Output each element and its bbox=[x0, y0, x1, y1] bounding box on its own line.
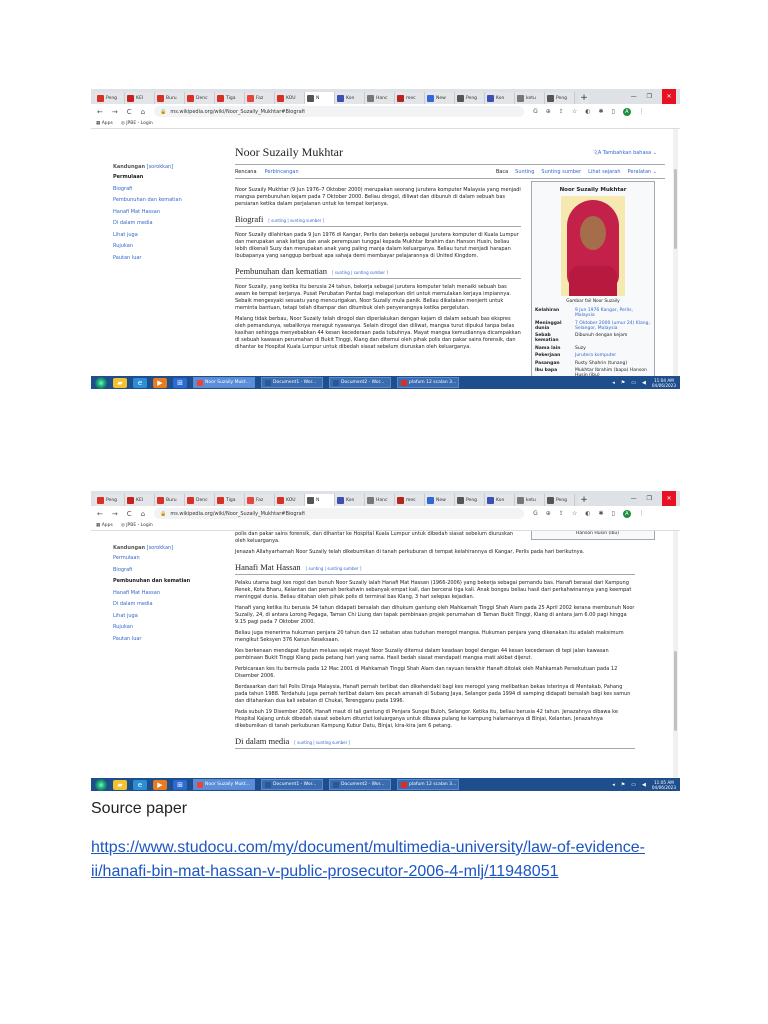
browser-tab[interactable] bbox=[185, 92, 215, 104]
app-icon bbox=[265, 782, 271, 788]
blue-circle-icon bbox=[337, 95, 344, 102]
source-heading: Source paper bbox=[91, 800, 188, 817]
minimize-icon[interactable]: — bbox=[630, 93, 637, 100]
toc-item-biografi[interactable]: Biografi bbox=[113, 185, 133, 192]
url-text: ms.wikipedia.org/wiki/Noor_Suzaily_Mukhtar#Biografi bbox=[170, 108, 305, 115]
google-lens-icon[interactable]: G bbox=[533, 510, 538, 517]
browser-tab-label: ketu bbox=[526, 95, 536, 101]
wikipedia-icon bbox=[307, 95, 314, 102]
bookmark-star-icon[interactable]: ☆ bbox=[571, 108, 578, 115]
taskbar-window[interactable] bbox=[261, 779, 323, 790]
browser-tab-label: Peng bbox=[466, 497, 478, 503]
taskbar-window-label: Document1 - Wor... bbox=[273, 782, 317, 787]
edit-link[interactable]: [ sunting | sunting sumber ] bbox=[305, 566, 362, 571]
wikipedia-icon bbox=[547, 95, 554, 102]
hanafi-paragraph: Kes berkenaan mendapat liputan meluas sejak mayat Noor Suzaily ditemui dalam keadaan bogel dengan 44 kesan kecederaan di tepi jalan kawasan pembinaan Bukit Tinggi Klang pada petang hari yang sama. Hasil bedah siasat mendapati mangsa mati akibat dijerut. bbox=[235, 648, 609, 661]
article-body bbox=[235, 187, 521, 351]
start-button[interactable] bbox=[95, 779, 107, 791]
back-icon[interactable]: ← bbox=[97, 107, 103, 116]
edit-link[interactable]: [ sunting | sunting sumber ] bbox=[294, 740, 351, 745]
red-circle-icon bbox=[127, 95, 134, 102]
browser-tab-label: Peng bbox=[106, 497, 118, 503]
home-icon[interactable]: ⌂ bbox=[140, 509, 146, 518]
clock[interactable] bbox=[652, 378, 676, 388]
red-square-icon bbox=[247, 497, 254, 504]
flag-icon[interactable]: ⚑ bbox=[620, 379, 626, 386]
browser-tab[interactable] bbox=[485, 494, 515, 506]
browser-tab-bar bbox=[91, 89, 680, 104]
toc-item-biografi[interactable]: Biografi bbox=[113, 566, 133, 573]
red-square-icon bbox=[97, 95, 104, 102]
hanafi-paragraph: Perbicaraan kes itu bermula pada 12 Mac 2001 di Mahkamah Tinggi Shah Alam dan rayuan terakhir Hanafi ditolak oleh Mahkamah Persekutuan pada 12 Disember 2006. bbox=[235, 666, 618, 679]
hanafi-paragraph: Hanafi yang ketika itu berusia 34 tahun didapati bersalah dan dihukum gantung oleh Mahkamah Tinggi Shah Alam pada 25 April 2002 kerana membunuh Noor Suzaily, 24, di antara Lorong Pegaga, Taman Chi Liung dan tapak pembinaan projek perumahan di Taman Bukit Tinggi, Klang di antara jam 6.00 pagi hingga 9.15 pagi pada 7 Oktober 2000. bbox=[235, 605, 635, 625]
red-square-icon bbox=[277, 497, 284, 504]
browser-tab-label: KEI bbox=[136, 95, 144, 101]
red-square-icon bbox=[217, 497, 224, 504]
red-square-icon bbox=[187, 95, 194, 102]
browser-tab[interactable] bbox=[275, 92, 305, 104]
bookmark-star-icon[interactable]: ☆ bbox=[571, 510, 578, 517]
toc-item-rujukan[interactable]: Rujukan bbox=[113, 243, 134, 249]
wikipedia-icon bbox=[307, 497, 314, 504]
toc-item-pautan-luar[interactable]: Pautan luar bbox=[113, 254, 142, 261]
jenazah-paragraph: Jenazah Allahyarhamah Noor Suzaily telah dikebumikan di tanah perkuburan di tempat kelahirannya di Kangar, Perlis pada hari berikutnya. bbox=[235, 549, 585, 555]
new-tab-button[interactable]: + bbox=[578, 93, 590, 104]
browser-tab[interactable] bbox=[545, 494, 575, 506]
mendeley-icon bbox=[397, 95, 404, 102]
taskbar-window[interactable] bbox=[261, 377, 323, 388]
wiki-page bbox=[91, 129, 680, 376]
toc-hide-link[interactable]: [sorokkan] bbox=[146, 164, 174, 170]
app-icon bbox=[401, 782, 407, 788]
bookmark-jpbe[interactable]: ◎ JPBE - Login bbox=[120, 523, 153, 528]
menu-icon[interactable]: ⋮ bbox=[638, 108, 645, 115]
browser-tab-label: ketu bbox=[526, 497, 536, 503]
taskbar-window-label: Document1 - Wor... bbox=[273, 380, 317, 385]
taskbar-window-label: plafum 12 scalan 3... bbox=[409, 782, 457, 787]
browser-tab-label: Peng bbox=[556, 497, 568, 503]
google-icon bbox=[367, 95, 374, 102]
heading-pembunuhan: Pembunuhan dan kematian [ sunting | sunting sumber ] bbox=[235, 268, 521, 279]
reload-icon[interactable]: C bbox=[126, 509, 132, 518]
menu-icon[interactable]: ⋮ bbox=[638, 510, 645, 517]
browser-tab-label: Kon bbox=[496, 95, 505, 101]
taskbar-window[interactable] bbox=[193, 779, 255, 790]
arrow-left-icon[interactable]: ◂ bbox=[612, 379, 615, 386]
browser-tab-label: Denc bbox=[196, 497, 208, 503]
windows-taskbar bbox=[91, 778, 680, 791]
browser-tab-label: New bbox=[436, 95, 446, 101]
new-tab-button[interactable]: + bbox=[578, 495, 590, 506]
taskbar-window[interactable] bbox=[397, 779, 459, 790]
edit-link[interactable]: [ sunting | sunting sumber ] bbox=[268, 218, 325, 223]
wikipedia-icon bbox=[457, 497, 464, 504]
volume-icon[interactable]: ◀ bbox=[642, 781, 646, 788]
forward-icon[interactable]: → bbox=[111, 107, 118, 116]
browser-tab-label: mec bbox=[406, 497, 416, 503]
network-icon[interactable]: ▭ bbox=[631, 781, 636, 788]
bookmark-jpbe[interactable]: ◎ JPBE - Login bbox=[120, 121, 153, 126]
browser-tab[interactable] bbox=[365, 92, 395, 104]
infobox-row: Kelahiran 9 Jun 1976 Kangar, Perlis, Malaysia bbox=[535, 308, 633, 318]
mendeley-icon bbox=[397, 497, 404, 504]
browser-tab[interactable] bbox=[335, 494, 365, 506]
infobox-continued: Hanson Husin (ibu) bbox=[531, 531, 655, 540]
browser-tab-label: New bbox=[436, 497, 446, 503]
blue-circle-icon bbox=[487, 95, 494, 102]
heading-hanafi: Hanafi Mat Hassan [ sunting | sunting sumber ] bbox=[235, 564, 635, 575]
clock-time: 11:05 AM bbox=[653, 779, 674, 785]
google-icon bbox=[517, 95, 524, 102]
browser-tab[interactable] bbox=[455, 92, 485, 104]
browser-tab-label: Peng bbox=[106, 95, 118, 101]
browser-tab-label: N bbox=[316, 95, 320, 101]
toc-item-pembunuhan[interactable]: Pembunuhan dan kematian bbox=[113, 197, 182, 203]
taskbar-window-label: Noor Suzaily Mukt... bbox=[205, 380, 250, 385]
close-icon[interactable]: ✕ bbox=[662, 491, 676, 506]
clock-date: 04/06/2023 bbox=[651, 784, 676, 790]
toc-item-permulaan[interactable]: Permulaan bbox=[113, 174, 144, 180]
screenshot-bottom bbox=[91, 491, 680, 791]
app-icon bbox=[197, 782, 203, 788]
taskbar-window[interactable] bbox=[329, 779, 391, 790]
article-content bbox=[235, 129, 665, 376]
edit-link[interactable]: [ sunting | sunting sumber ] bbox=[332, 270, 388, 275]
red-square-icon bbox=[247, 95, 254, 102]
network-icon[interactable]: ▭ bbox=[631, 379, 636, 386]
back-icon[interactable]: ← bbox=[97, 509, 103, 518]
language-button[interactable]: 文A Tambahkan bahasa ⌄ bbox=[592, 150, 657, 156]
browser-nav-bar bbox=[91, 506, 680, 521]
browser-tab-label: Kon bbox=[346, 95, 355, 101]
toc-item-media[interactable]: Di dalam media bbox=[113, 220, 153, 226]
taskbar-window-label: Document2 - Wor... bbox=[341, 380, 385, 385]
windows-icon[interactable]: ⊞ bbox=[173, 780, 187, 790]
page-title: Noor Suzaily Mukhtar bbox=[235, 129, 665, 165]
toc-title: Kandungan [sorokkan] bbox=[113, 545, 174, 551]
google-icon bbox=[367, 497, 374, 504]
toc-item-pembunuhan[interactable]: Pembunuhan dan kematian bbox=[113, 578, 191, 584]
browser-tab-label: Kon bbox=[496, 497, 505, 503]
toc-item-lihat-juga[interactable]: Lihat juga bbox=[113, 612, 138, 619]
browser-tab[interactable] bbox=[155, 92, 185, 104]
hanafi-paragraph: Pelaku utama bagi kes rogol dan bunuh Noor Suzaily ialah Hanafi Mat Hassan (1966-2006) yang bekerja sebagai pemandu bas. Hanafi berasal dari Kampung Renek, Kota Bharu, Kelantan dan pernah berkahwin sebanyak empat kali, dan bercerai tiga kali. Anak bongsu beliau hasil dari perkahwinannya yang keempat meninggal dunia. Beliau ditahan oleh pihak polis di terminal bas Klang, 3 hari selepas kejadian. bbox=[235, 580, 632, 600]
article-body bbox=[235, 531, 635, 749]
browser-tab[interactable] bbox=[245, 494, 275, 506]
extension-icon[interactable]: ◐ bbox=[585, 510, 591, 517]
browser-tab[interactable] bbox=[485, 92, 515, 104]
intro-paragraph: Noor Suzaily Mukhtar (9 Jun 1976–7 Oktober 2000) merupakan seorang jurutera komputer Malaysia yang menjadi mangsa pembunuhan kejam pada 7 Oktober 2000. Beliau dirogol, diliwat dan dibunuh di dalam sebuah bas persiaran ketika dalam perjalanan untuk ke tempat kerjanya. bbox=[235, 187, 521, 207]
arrow-left-icon[interactable]: ◂ bbox=[612, 781, 615, 788]
browser-tab-label: Hanc bbox=[376, 95, 388, 101]
blue-doc-icon bbox=[427, 497, 434, 504]
biografi-paragraph: Noor Suzaily dilahirkan pada 9 Jun 1976 di Kangar, Perlis dan bekerja sebagai jurutera komputer di Kuala Lumpur dan merupakan anak ketiga dan anak perempuan tunggal kepada Mukhtar Ibrahim dan Hanson Husin, beliau lebih dikenali Suzy dan merupakan anak yang paling manja dalam keluarganya. Beliau turut menjadi harapan ibubapanya yang sanggup berbuat apa sahaja demi membayar pelajarannya di United Kingdom. bbox=[235, 232, 519, 259]
toc-item-lihat-juga[interactable]: Lihat juga bbox=[113, 231, 138, 238]
toc-item-media[interactable]: Di dalam media bbox=[113, 601, 153, 607]
clock[interactable] bbox=[652, 780, 676, 790]
blue-circle-icon bbox=[337, 497, 344, 504]
browser-tab[interactable] bbox=[425, 92, 455, 104]
folder-icon[interactable]: ▰ bbox=[113, 780, 127, 790]
taskbar-window[interactable] bbox=[397, 377, 459, 388]
lock-icon: 🔒 bbox=[160, 510, 167, 517]
app-icon bbox=[197, 380, 203, 386]
browser-tab[interactable] bbox=[395, 92, 425, 104]
tab-peralatan[interactable]: Peralatan ⌄ bbox=[627, 169, 657, 175]
browser-tab[interactable] bbox=[335, 92, 365, 104]
close-icon[interactable]: ✕ bbox=[662, 89, 676, 104]
browser-tab[interactable] bbox=[545, 92, 575, 104]
app-icon bbox=[333, 380, 339, 386]
browser-tab[interactable] bbox=[125, 92, 155, 104]
bookmarks-bar bbox=[91, 521, 680, 531]
minimize-icon[interactable]: — bbox=[630, 495, 637, 502]
tab-baca[interactable]: Baca bbox=[495, 169, 509, 175]
browser-tab[interactable] bbox=[305, 92, 335, 104]
toc-sidebar bbox=[113, 545, 213, 647]
lock-icon: 🔒 bbox=[160, 108, 167, 115]
browser-tab-label: Tiga bbox=[226, 95, 236, 101]
sidepanel-icon[interactable]: ▯ bbox=[611, 108, 615, 115]
red-square-icon bbox=[157, 497, 164, 504]
sidepanel-icon[interactable]: ▯ bbox=[611, 510, 615, 517]
share-icon[interactable]: ⇪ bbox=[558, 108, 564, 115]
taskbar-window-label: Noor Suzaily Mukt... bbox=[205, 782, 250, 787]
browser-nav-bar bbox=[91, 104, 680, 119]
bookmarks-bar bbox=[91, 119, 680, 129]
browser-tab[interactable] bbox=[395, 494, 425, 506]
infobox bbox=[531, 181, 655, 376]
browser-tab[interactable] bbox=[425, 494, 455, 506]
windows-taskbar bbox=[91, 376, 680, 389]
browser-tab[interactable] bbox=[245, 92, 275, 104]
wikipedia-icon bbox=[547, 497, 554, 504]
system-tray bbox=[612, 378, 680, 388]
browser-tab[interactable] bbox=[215, 494, 245, 506]
flag-icon[interactable]: ⚑ bbox=[620, 781, 626, 788]
folder-icon[interactable]: ▰ bbox=[113, 378, 127, 388]
red-square-icon bbox=[217, 95, 224, 102]
app-icon bbox=[333, 782, 339, 788]
browser-tab[interactable] bbox=[185, 494, 215, 506]
browser-tab-label: N bbox=[316, 497, 320, 503]
system-tray bbox=[612, 780, 680, 790]
ie-icon[interactable]: e bbox=[133, 780, 147, 790]
browser-tab[interactable] bbox=[275, 494, 305, 506]
toc-title: Kandungan [sorokkan] bbox=[113, 164, 174, 170]
maximize-icon[interactable]: ❐ bbox=[646, 93, 652, 100]
home-icon[interactable]: ⌂ bbox=[140, 107, 146, 116]
forward-icon[interactable]: → bbox=[111, 509, 118, 518]
heading-media: Di dalam media [ sunting | sunting sumber ] bbox=[235, 738, 635, 749]
toc-item-permulaan[interactable]: Permulaan bbox=[113, 555, 140, 561]
profile-avatar[interactable]: A bbox=[623, 510, 631, 518]
browser-tab-label: Buru bbox=[166, 497, 177, 503]
hanafi-paragraph: Berdasarkan dari fail Polis Diraja Malaysia, Hanafi pernah terlibat dan dikehendaki bagi kes merogol yang melibatkan bekas isterinya di Mentakab, Pahang pada tahun 1988. Terdahulu juga pernah terlibat dalam kes pecah amanah di Subang Jaya, Selangor pada 1994 di samping didapati bersalah bagi kes samun dan ditahankan dua kali sebatan di Chukai, Terengganu pada 1996. bbox=[235, 684, 631, 704]
app-icon bbox=[265, 380, 271, 386]
browser-tab[interactable] bbox=[125, 494, 155, 506]
puzzle-icon[interactable]: ✱ bbox=[598, 510, 604, 517]
infobox-row: Nama lain Suzy bbox=[535, 345, 586, 351]
pembunuhan-paragraph-2: Malang tidak berbau, Noor Suzaily telah dirogol dan diperlakukan dengan kejam di dalam sebuah bas ekspres oleh pemandunya, sebaliknya meragut nyawanya. Selain dirogol dan diliwat, mangsa turut dipukul tanpa belas kasihan sehingga menyebabkan 44 kesan kecederaan pada tubuhnya. Mayat mangsa kemudiannya dicampakkan di sebuah kawasan perumahan di Bukit Tinggi, Klang dan ditemui oleh pihak polis dan pakar sains forensik, dan dihantar ke Hospital Kuala Lumpur untuk dibedah siasat sebelum diuruskan oleh keluarganya. bbox=[235, 316, 521, 350]
wiki-page bbox=[91, 531, 680, 778]
puzzle-icon[interactable]: ✱ bbox=[598, 108, 604, 115]
screenshot-top bbox=[91, 89, 680, 389]
start-button[interactable] bbox=[95, 377, 107, 389]
infobox-row: Pekerjaan Jurutera komputer bbox=[535, 353, 617, 358]
zoom-icon[interactable]: ⊕ bbox=[545, 510, 551, 517]
taskbar-window[interactable] bbox=[329, 377, 391, 388]
browser-tab[interactable] bbox=[515, 92, 545, 104]
toc-sidebar bbox=[113, 164, 213, 266]
browser-tab-label: Faz bbox=[256, 95, 264, 101]
browser-tab[interactable] bbox=[515, 494, 545, 506]
ie-icon[interactable]: e bbox=[133, 378, 147, 388]
profile-avatar[interactable]: A bbox=[623, 108, 631, 116]
media-player-icon[interactable]: ▶ bbox=[153, 378, 167, 388]
infobox-row: Meninggal dunia 7 Oktober 2000 (umur 24) Klang, Selangor, Malaysia bbox=[535, 320, 650, 331]
article-content bbox=[235, 531, 665, 754]
browser-tab-label: Hanc bbox=[376, 497, 388, 503]
red-square-icon bbox=[157, 95, 164, 102]
clock-date: 04/06/2023 bbox=[651, 382, 676, 388]
apps-icon[interactable]: ▦ Apps bbox=[96, 523, 113, 528]
browser-tab-label: Faz bbox=[256, 497, 264, 503]
browser-tab[interactable] bbox=[305, 494, 335, 506]
media-player-icon[interactable]: ▶ bbox=[153, 780, 167, 790]
google-lens-icon[interactable]: G bbox=[533, 108, 538, 115]
browser-tab[interactable] bbox=[215, 92, 245, 104]
infobox-row: Pasangan Rusty Shahrin (tunang) bbox=[535, 360, 628, 366]
toc-item-pautan-luar[interactable]: Pautan luar bbox=[113, 635, 142, 642]
page-scrollbar[interactable] bbox=[673, 129, 678, 376]
toc-item-rujukan[interactable]: Rujukan bbox=[113, 624, 134, 630]
app-icon bbox=[401, 380, 407, 386]
browser-tab-label: Peng bbox=[556, 95, 568, 101]
heading-biografi: Biografi [ sunting | sunting sumber ] bbox=[235, 216, 521, 227]
toc-item-hanafi[interactable]: Hanafi Mat Hassan bbox=[113, 208, 160, 215]
wikipedia-icon bbox=[457, 95, 464, 102]
taskbar-window-label: plafum 12 scalan 3... bbox=[409, 380, 457, 385]
taskbar-window-label: Document2 - Wor... bbox=[341, 782, 385, 787]
windows-icon[interactable]: ⊞ bbox=[173, 378, 187, 388]
browser-tab-label: mec bbox=[406, 95, 416, 101]
red-square-icon bbox=[187, 497, 194, 504]
window-controls bbox=[631, 89, 680, 104]
browser-tab-label: KOU bbox=[286, 95, 296, 101]
browser-tab-label: Peng bbox=[466, 95, 478, 101]
infobox-row: Sebab kematian Dibunuh dengan kejam bbox=[535, 333, 628, 343]
browser-tab[interactable] bbox=[365, 494, 395, 506]
toc-hide-link[interactable]: [sorokkan] bbox=[146, 545, 174, 551]
clock-time: 11:04 AM bbox=[653, 377, 674, 383]
zoom-icon[interactable]: ⊕ bbox=[545, 108, 551, 115]
window-controls bbox=[631, 491, 680, 506]
red-square-icon bbox=[277, 95, 284, 102]
browser-tab-label: Kon bbox=[346, 497, 355, 503]
tab-perbincangan[interactable]: Perbincangan bbox=[264, 169, 299, 175]
blue-circle-icon bbox=[487, 497, 494, 504]
browser-tab-bar bbox=[91, 491, 680, 506]
maximize-icon[interactable]: ❐ bbox=[646, 495, 652, 502]
volume-icon[interactable]: ◀ bbox=[642, 379, 646, 386]
toc-item-hanafi[interactable]: Hanafi Mat Hassan bbox=[113, 589, 160, 596]
browser-tab-label: KEI bbox=[136, 497, 144, 503]
extension-icon[interactable]: ◐ bbox=[585, 108, 591, 115]
tab-rencana[interactable]: Rencana bbox=[235, 169, 257, 175]
infobox-row: Ibu bapa Mukhtar Ibrahim (bapa) Hanson Husin (ibu) bbox=[535, 368, 647, 376]
hanafi-paragraph: Pada subuh 19 Disember 2006, Hanafi maut di tali gantung di Penjara Sungai Buloh, Selangor. Ketika itu, beliau berusia 42 tahun. Jenazahnya dibawa ke Hospital Kajang untuk dibedah siasat sebelum dituntut keluarganya untuk dibawa pulang ke kampung halamannya di Binjai, Kelantan. Jenazahnya dikebumikan di tanah perkuburan Kampung Kubur Datu, Binjai, kira-kira jam 6 petang. bbox=[235, 709, 618, 729]
reload-icon[interactable]: C bbox=[126, 107, 132, 116]
address-bar[interactable] bbox=[154, 508, 524, 519]
portrait-photo bbox=[561, 196, 625, 296]
source-link[interactable]: https://www.studocu.com/my/document/multimedia-university/law-of-evidence-ii/hanafi-bin-mat-hassan-v-public-prosecutor-2006-4-mlj/11948051 bbox=[91, 839, 645, 880]
url-text: ms.wikipedia.org/wiki/Noor_Suzaily_Mukhtar#Biografi bbox=[170, 510, 305, 517]
infobox-title: Noor Suzaily Mukhtar bbox=[559, 187, 627, 193]
red-square-icon bbox=[97, 497, 104, 504]
taskbar-window[interactable] bbox=[193, 377, 255, 388]
red-circle-icon bbox=[127, 497, 134, 504]
browser-tab-label: KOU bbox=[286, 497, 296, 503]
browser-tab-label: Denc bbox=[196, 95, 208, 101]
pembunuhan-paragraph-1: Noor Suzaily, yang ketika itu berusia 24 tahun, bekerja sebagai jurutera komputer telah menaiki sebuah bas awam ke tempat kerjanya. Pusat Perubatan Pantai bagi melaporkan diri untuk memulakan kerjaya impiannya. Sebaik mengesyaki sesuatu yang mencurigakan, Noor Suzaily mula panik. Beliau dikatakan menjerit untuk meminta bantuan, tetapi telah ditampar dan ditumbuk oleh penyerangnya ketika pergelutan. bbox=[235, 284, 512, 311]
browser-tab[interactable] bbox=[155, 494, 185, 506]
browser-tab[interactable] bbox=[455, 494, 485, 506]
page-scrollbar[interactable] bbox=[673, 531, 678, 778]
tab-sunting[interactable]: Sunting bbox=[515, 169, 535, 175]
tab-sunting-sumber[interactable]: Sunting sumber bbox=[541, 169, 582, 175]
hanafi-paragraph: Beliau juga menerima hukuman penjara 20 tahun dan 12 sebatan atas tuduhan merogol mangsa. Hukuman penjara yang dikenakan itu adalah maksimum mengikut Seksyen 376 Kanun Keseksaan. bbox=[235, 630, 624, 643]
tab-lihat-sejarah[interactable]: Lihat sejarah bbox=[588, 169, 621, 175]
blue-doc-icon bbox=[427, 95, 434, 102]
page-tabs bbox=[235, 165, 665, 179]
google-icon bbox=[517, 497, 524, 504]
apps-icon[interactable]: ▦ Apps bbox=[96, 121, 113, 126]
browser-tab[interactable] bbox=[95, 494, 125, 506]
continued-paragraph: polis dan pakar sains forensik, dan dihantar ke Hospital Kuala Lumpur untuk dibedah siasat sebelum diuruskan oleh keluarganya. bbox=[235, 531, 514, 544]
browser-tab-label: Tiga bbox=[226, 497, 236, 503]
share-icon[interactable]: ⇪ bbox=[558, 510, 564, 517]
browser-tab-label: Buru bbox=[166, 95, 177, 101]
infobox-caption: Gambar fail Noor Suzaily bbox=[566, 299, 620, 304]
browser-tab[interactable] bbox=[95, 92, 125, 104]
address-bar[interactable] bbox=[154, 106, 524, 117]
